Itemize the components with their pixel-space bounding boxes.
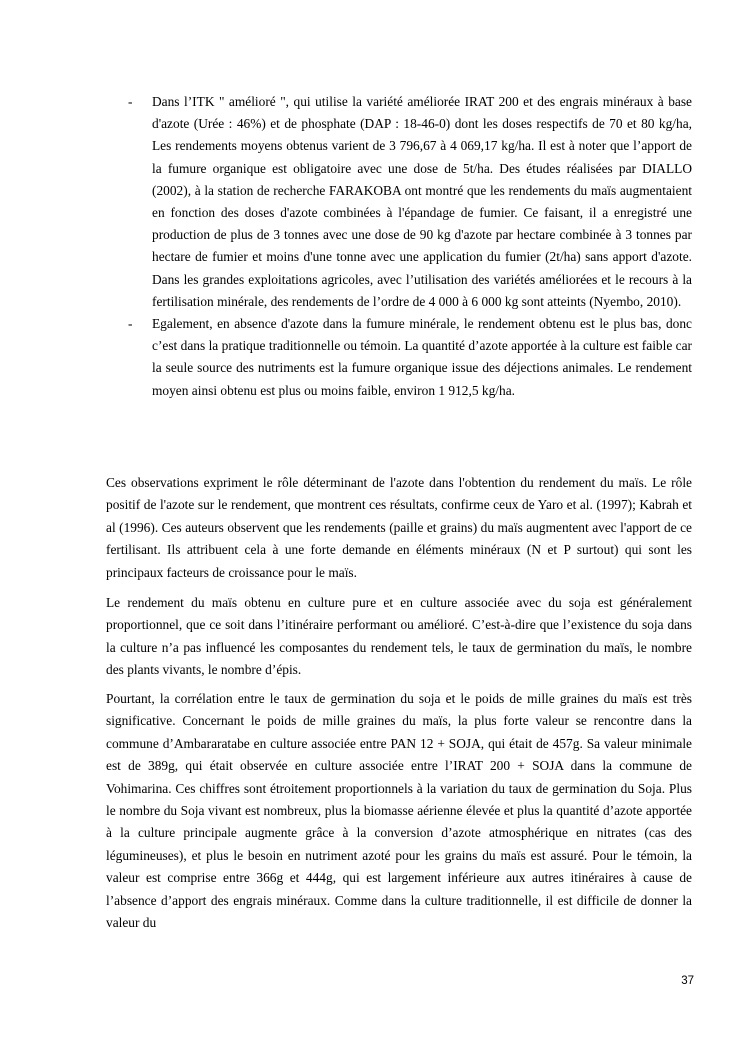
paragraph-yield-proportional: Le rendement du maïs obtenu en culture pure et en culture associée avec du soja est généralement proportionnel, que ce soit dans l’itinéraire performant ou amélioré. C’est-à-dire que l’existence du soja dans la culture n’a pas influencé les composantes du rendement tels, le taux de germination du maïs, le nombre des plants vivants, le nombre d’épis. [106, 595, 692, 678]
bullet-marker: - [128, 316, 133, 332]
bullet-item-improved-itk [106, 91, 692, 313]
bullet-text: Dans l’ITK " amélioré ", qui utilise la variété améliorée IRAT 200 et des engrais minéraux à base d'azote (Urée : 46%) et de phosphate (DAP : 18-46-0) dont les doses respectifs de 70 et 80 kg/ha, Les rendements moyens obtenus varient de 3 796,67 à 4 069,17 kg/ha. Il est à noter que l’apport de la fumure organique est obligatoire avec une dose de 5t/ha. Des études réalisées par DIALLO (2002), à la station de recherche FARAKOBA ont montré que les rendements du maïs augmentaient en fonction des doses d'azote combinées à l'épandage de fumier. Ce faisant, il a enregistré une production de plus de 3 tonnes avec une dose de 90 kg d'azote par hectare combinée à 3 tonnes par hectare de fumier et moins d'une tonne avec une application du fumier (2t/ha) sans apport d'azote. Dans les grandes exploitations agricoles, avec l’utilisation des variétés améliorées et le recours à la fertilisation minérale, des rendements de l’ordre de 4 000 à 6 000 kg sont atteints (Nyembo, 2010). [152, 94, 692, 309]
paragraph-nitrogen-role: Ces observations expriment le rôle déterminant de l'azote dans l'obtention du rendement du maïs. Le rôle positif de l'azote sur le rendement, que montrent ces résultats, confirme ceux de Yaro et al. (1997); Kabrah et al (1996). Ces auteurs observent que les rendements (paille et grains) du maïs augmentent avec l'apport de ce fertilisant. Ils attribuent cela à une forte demande en éléments minéraux (N et P surtout) qui sont les principaux facteurs de croissance pour le maïs. [106, 475, 692, 580]
bullet-text: Egalement, en absence d'azote dans la fumure minérale, le rendement obtenu est le plus bas, donc c’est dans la pratique traditionnelle ou témoin. La quantité d’azote apportée à la culture est faible car la seule source des nutriments est la fumure organique issue des déjections animales. Le rendement moyen ainsi obtenu est plus ou moins faible, environ 1 912,5 kg/ha. [152, 316, 692, 398]
bullet-item-traditional [106, 313, 692, 402]
bullet-marker: - [128, 94, 133, 109]
paragraph-correlation: Pourtant, la corrélation entre le taux de germination du soja et le poids de mille graines du maïs est très significative. Concernant le poids de mille graines du maïs, la plus forte valeur se rencontre dans la commune d’Ambararatabe en culture associée entre PAN 12 + SOJA, qui était de 457g. Sa valeur minimale est de 389g, qui était observée en culture associée entre l’IRAT 200 + SOJA dans la commune de Vohimarina. Ces chiffres sont étroitement proportionnels à la variation du taux de germination du Soja. Plus le nombre du Soja vivant est nombreux, plus la biomasse aérienne élevée et plus la quantité d’azote apportée à la culture principale augmente grâce à la conversion d’azote atmosphérique en nitrates (cas des légumineuses), et plus le besoin en nutriment azoté pour les grains du maïs est assuré. Pour le témoin, la valeur est comprise entre 366g et 444g, qui est largement inférieure aux autres itinéraires à cause de l’absence d’apport des engrais minéraux. Comme dans la culture traditionnelle, il est difficile de donner la valeur du [106, 691, 692, 931]
page-number: 37 [681, 975, 694, 987]
bullet-list [106, 91, 692, 402]
